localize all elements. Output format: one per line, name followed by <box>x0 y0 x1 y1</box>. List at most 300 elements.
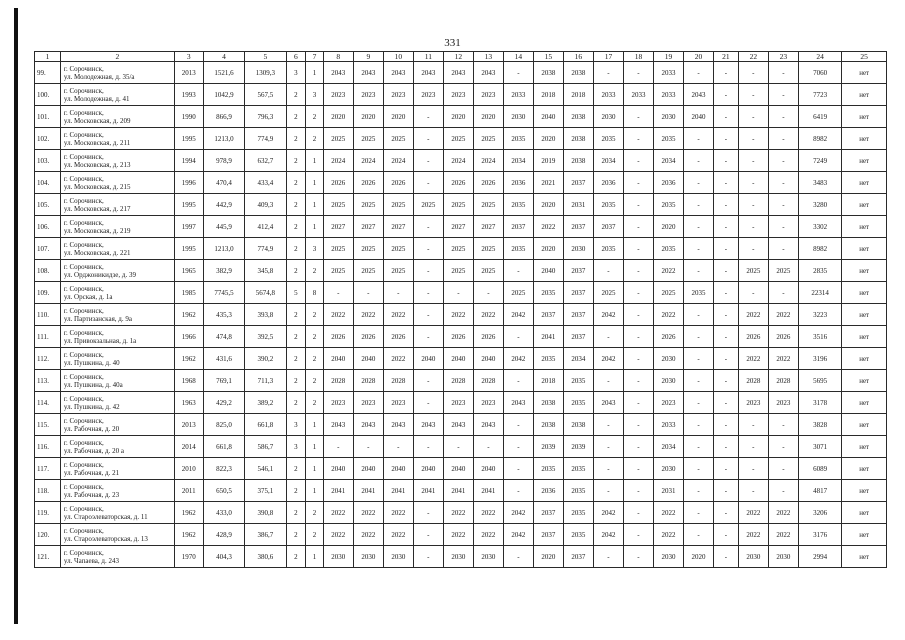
value-cell-col-12: 2025 <box>443 128 473 150</box>
value-cell-col-25: нет <box>842 392 887 414</box>
address-city: г. Сорочинск, <box>63 196 104 205</box>
value-cell-col-8: 2028 <box>323 370 353 392</box>
value-cell-col-4: 470,4 <box>203 172 244 194</box>
address-street: ул. Московская, д. 209 <box>63 116 131 125</box>
row-number: 100. <box>35 84 61 106</box>
value-cell-col-13: 2026 <box>473 326 503 348</box>
value-cell-col-20: - <box>683 150 713 172</box>
value-cell-col-17: - <box>593 436 623 458</box>
value-cell-col-24: 2835 <box>798 260 841 282</box>
value-cell-col-3: 2011 <box>174 480 203 502</box>
address-cell <box>60 172 174 194</box>
value-cell-col-10: 2025 <box>383 128 413 150</box>
table-row <box>35 458 887 480</box>
table-row <box>35 502 887 524</box>
address-city: г. Сорочинск, <box>63 482 104 491</box>
value-cell-col-22: 2025 <box>738 260 768 282</box>
value-cell-col-9: 2041 <box>353 480 383 502</box>
value-cell-col-16: 2037 <box>563 304 593 326</box>
value-cell-col-9: 2020 <box>353 106 383 128</box>
value-cell-col-10: 2027 <box>383 216 413 238</box>
value-cell-col-6: 2 <box>286 348 306 370</box>
value-cell-col-25: нет <box>842 304 887 326</box>
value-cell-col-13: 2040 <box>473 458 503 480</box>
value-cell-col-6: 2 <box>286 370 306 392</box>
column-number-15: 15 <box>533 52 563 62</box>
value-cell-col-15: 2038 <box>533 414 563 436</box>
value-cell-col-19: 2034 <box>653 150 683 172</box>
value-cell-col-19: 2022 <box>653 304 683 326</box>
value-cell-col-3: 1962 <box>174 348 203 370</box>
value-cell-col-19: 2030 <box>653 546 683 568</box>
value-cell-col-21: - <box>714 84 739 106</box>
table-row <box>35 84 887 106</box>
value-cell-col-22: 2030 <box>738 546 768 568</box>
value-cell-col-11: - <box>413 502 443 524</box>
address-street: ул. Рабочная, д. 20 а <box>63 446 124 455</box>
value-cell-col-20: - <box>683 216 713 238</box>
address-cell <box>60 194 174 216</box>
row-number: 116. <box>35 436 61 458</box>
table-row <box>35 480 887 502</box>
value-cell-col-5: 390,8 <box>245 502 286 524</box>
value-cell-col-10: 2023 <box>383 84 413 106</box>
row-number: 105. <box>35 194 61 216</box>
table-row <box>35 304 887 326</box>
value-cell-col-12: 2025 <box>443 260 473 282</box>
value-cell-col-4: 661,8 <box>203 436 244 458</box>
address-city: г. Сорочинск, <box>63 306 104 315</box>
value-cell-col-8: 2043 <box>323 62 353 84</box>
value-cell-col-11: - <box>413 546 443 568</box>
value-cell-col-12: 2020 <box>443 106 473 128</box>
value-cell-col-19: 2030 <box>653 106 683 128</box>
value-cell-col-23: - <box>768 150 798 172</box>
value-cell-col-18: - <box>623 106 653 128</box>
value-cell-col-15: 2020 <box>533 194 563 216</box>
value-cell-col-22: - <box>738 150 768 172</box>
value-cell-col-10: 2022 <box>383 348 413 370</box>
address-street: ул. Московская, д. 211 <box>63 138 131 147</box>
value-cell-col-17: - <box>593 546 623 568</box>
address-street: ул. Московская, д. 215 <box>63 182 131 191</box>
value-cell-col-4: 404,3 <box>203 546 244 568</box>
value-cell-col-5: 5674,8 <box>245 282 286 304</box>
value-cell-col-17: 2042 <box>593 304 623 326</box>
value-cell-col-10: 2020 <box>383 106 413 128</box>
value-cell-col-21: - <box>714 348 739 370</box>
value-cell-col-5: 546,1 <box>245 458 286 480</box>
value-cell-col-13: 2027 <box>473 216 503 238</box>
value-cell-col-16: 2035 <box>563 480 593 502</box>
value-cell-col-11: - <box>413 326 443 348</box>
value-cell-col-22: 2023 <box>738 392 768 414</box>
value-cell-col-13: 2020 <box>473 106 503 128</box>
value-cell-col-10: 2025 <box>383 194 413 216</box>
value-cell-col-25: нет <box>842 524 887 546</box>
value-cell-col-4: 429,2 <box>203 392 244 414</box>
value-cell-col-11: 2040 <box>413 348 443 370</box>
value-cell-col-20: - <box>683 238 713 260</box>
column-number-2: 2 <box>60 52 174 62</box>
value-cell-col-22: 2022 <box>738 348 768 370</box>
value-cell-col-9: 2025 <box>353 194 383 216</box>
value-cell-col-8: 2025 <box>323 128 353 150</box>
value-cell-col-11: - <box>413 172 443 194</box>
value-cell-col-16: 2035 <box>563 370 593 392</box>
value-cell-col-12: 2040 <box>443 348 473 370</box>
value-cell-col-20: - <box>683 194 713 216</box>
value-cell-col-16: 2037 <box>563 260 593 282</box>
value-cell-col-14: - <box>503 546 533 568</box>
value-cell-col-20: - <box>683 62 713 84</box>
value-cell-col-17: - <box>593 414 623 436</box>
value-cell-col-18: - <box>623 502 653 524</box>
value-cell-col-16: 2037 <box>563 282 593 304</box>
table-row <box>35 326 887 348</box>
table-row <box>35 62 887 84</box>
value-cell-col-9: 2030 <box>353 546 383 568</box>
value-cell-col-15: 2037 <box>533 502 563 524</box>
value-cell-col-11: - <box>413 216 443 238</box>
value-cell-col-4: 978,9 <box>203 150 244 172</box>
value-cell-col-12: 2023 <box>443 392 473 414</box>
address-city: г. Сорочинск, <box>63 284 104 293</box>
value-cell-col-25: нет <box>842 436 887 458</box>
value-cell-col-22: - <box>738 436 768 458</box>
value-cell-col-21: - <box>714 502 739 524</box>
value-cell-col-6: 2 <box>286 392 306 414</box>
address-cell <box>60 260 174 282</box>
value-cell-col-8: 2025 <box>323 238 353 260</box>
value-cell-col-3: 1996 <box>174 172 203 194</box>
value-cell-col-23: - <box>768 238 798 260</box>
column-number-10: 10 <box>383 52 413 62</box>
value-cell-col-14: 2042 <box>503 502 533 524</box>
table-row <box>35 414 887 436</box>
value-cell-col-22: 2022 <box>738 304 768 326</box>
value-cell-col-23: 2025 <box>768 260 798 282</box>
value-cell-col-7: 2 <box>306 524 324 546</box>
value-cell-col-7: 8 <box>306 282 324 304</box>
value-cell-col-6: 3 <box>286 62 306 84</box>
value-cell-col-7: 1 <box>306 414 324 436</box>
value-cell-col-25: нет <box>842 216 887 238</box>
value-cell-col-20: - <box>683 458 713 480</box>
address-cell <box>60 370 174 392</box>
address-cell <box>60 524 174 546</box>
value-cell-col-19: 2035 <box>653 128 683 150</box>
value-cell-col-6: 2 <box>286 326 306 348</box>
value-cell-col-25: нет <box>842 282 887 304</box>
value-cell-col-8: 2022 <box>323 502 353 524</box>
value-cell-col-22: - <box>738 216 768 238</box>
value-cell-col-16: 2037 <box>563 326 593 348</box>
value-cell-col-7: 2 <box>306 106 324 128</box>
value-cell-col-10: 2043 <box>383 414 413 436</box>
value-cell-col-25: нет <box>842 62 887 84</box>
value-cell-col-23: - <box>768 282 798 304</box>
value-cell-col-6: 2 <box>286 238 306 260</box>
value-cell-col-23: 2026 <box>768 326 798 348</box>
address-city: г. Сорочинск, <box>63 372 104 381</box>
value-cell-col-15: 2022 <box>533 216 563 238</box>
value-cell-col-6: 2 <box>286 172 306 194</box>
value-cell-col-23: - <box>768 216 798 238</box>
value-cell-col-9: - <box>353 282 383 304</box>
value-cell-col-16: 2031 <box>563 194 593 216</box>
value-cell-col-4: 1521,6 <box>203 62 244 84</box>
value-cell-col-19: 2033 <box>653 84 683 106</box>
value-cell-col-24: 3280 <box>798 194 841 216</box>
value-cell-col-21: - <box>714 436 739 458</box>
address-street: ул. Рабочная, д. 21 <box>63 468 120 477</box>
value-cell-col-24: 2994 <box>798 546 841 568</box>
value-cell-col-5: 389,2 <box>245 392 286 414</box>
value-cell-col-7: 2 <box>306 392 324 414</box>
value-cell-col-9: - <box>353 436 383 458</box>
address-city: г. Сорочинск, <box>63 438 104 447</box>
value-cell-col-21: - <box>714 62 739 84</box>
value-cell-col-5: 390,2 <box>245 348 286 370</box>
value-cell-col-5: 386,7 <box>245 524 286 546</box>
value-cell-col-24: 5695 <box>798 370 841 392</box>
value-cell-col-17: - <box>593 480 623 502</box>
value-cell-col-14: 2043 <box>503 392 533 414</box>
value-cell-col-18: - <box>623 62 653 84</box>
value-cell-col-12: 2025 <box>443 238 473 260</box>
value-cell-col-22: - <box>738 172 768 194</box>
address-street: ул. Пушкина, д. 40а <box>63 380 123 389</box>
value-cell-col-17: 2036 <box>593 172 623 194</box>
value-cell-col-3: 2013 <box>174 62 203 84</box>
table-row <box>35 524 887 546</box>
value-cell-col-21: - <box>714 414 739 436</box>
value-cell-col-23: 2028 <box>768 370 798 392</box>
address-street: ул. Молодежная, д. 35/а <box>63 72 135 81</box>
value-cell-col-18: - <box>623 436 653 458</box>
value-cell-col-14: 2042 <box>503 348 533 370</box>
value-cell-col-11: 2043 <box>413 62 443 84</box>
value-cell-col-12: 2028 <box>443 370 473 392</box>
value-cell-col-6: 2 <box>286 106 306 128</box>
value-cell-col-20: - <box>683 326 713 348</box>
value-cell-col-24: 3302 <box>798 216 841 238</box>
value-cell-col-7: 2 <box>306 326 324 348</box>
value-cell-col-9: 2024 <box>353 150 383 172</box>
value-cell-col-14: 2030 <box>503 106 533 128</box>
value-cell-col-10: 2023 <box>383 392 413 414</box>
value-cell-col-8: 2027 <box>323 216 353 238</box>
column-number-23: 23 <box>768 52 798 62</box>
value-cell-col-25: нет <box>842 326 887 348</box>
row-number: 102. <box>35 128 61 150</box>
value-cell-col-25: нет <box>842 150 887 172</box>
value-cell-col-25: нет <box>842 194 887 216</box>
address-cell <box>60 546 174 568</box>
address-cell <box>60 128 174 150</box>
value-cell-col-17: - <box>593 370 623 392</box>
address-cell <box>60 84 174 106</box>
value-cell-col-14: - <box>503 458 533 480</box>
value-cell-col-17: - <box>593 326 623 348</box>
value-cell-col-21: - <box>714 392 739 414</box>
value-cell-col-24: 7060 <box>798 62 841 84</box>
value-cell-col-12: 2025 <box>443 194 473 216</box>
value-cell-col-24: 3176 <box>798 524 841 546</box>
column-number-8: 8 <box>323 52 353 62</box>
value-cell-col-14: - <box>503 326 533 348</box>
value-cell-col-16: 2018 <box>563 84 593 106</box>
table-row <box>35 260 887 282</box>
value-cell-col-14: 2037 <box>503 216 533 238</box>
value-cell-col-24: 8982 <box>798 238 841 260</box>
value-cell-col-4: 428,9 <box>203 524 244 546</box>
value-cell-col-15: 2038 <box>533 62 563 84</box>
value-cell-col-12: 2023 <box>443 84 473 106</box>
value-cell-col-18: - <box>623 348 653 370</box>
value-cell-col-11: - <box>413 150 443 172</box>
address-cell <box>60 348 174 370</box>
value-cell-col-7: 1 <box>306 436 324 458</box>
value-cell-col-20: 2020 <box>683 546 713 568</box>
value-cell-col-23: 2030 <box>768 546 798 568</box>
value-cell-col-11: - <box>413 106 443 128</box>
value-cell-col-10: 2025 <box>383 260 413 282</box>
value-cell-col-11: - <box>413 238 443 260</box>
value-cell-col-7: 2 <box>306 260 324 282</box>
value-cell-col-18: - <box>623 172 653 194</box>
column-number-17: 17 <box>593 52 623 62</box>
left-binding-bar <box>14 8 18 624</box>
value-cell-col-10: 2043 <box>383 62 413 84</box>
table-row <box>35 172 887 194</box>
value-cell-col-3: 1995 <box>174 238 203 260</box>
value-cell-col-7: 1 <box>306 172 324 194</box>
value-cell-col-22: - <box>738 128 768 150</box>
address-city: г. Сорочинск, <box>63 394 104 403</box>
value-cell-col-20: 2035 <box>683 282 713 304</box>
address-street: ул. Московская, д. 217 <box>63 204 131 213</box>
address-cell <box>60 502 174 524</box>
address-cell <box>60 106 174 128</box>
value-cell-col-21: - <box>714 480 739 502</box>
value-cell-col-3: 1962 <box>174 502 203 524</box>
value-cell-col-18: - <box>623 128 653 150</box>
value-cell-col-8: 2025 <box>323 260 353 282</box>
value-cell-col-9: 2027 <box>353 216 383 238</box>
column-number-22: 22 <box>738 52 768 62</box>
address-city: г. Сорочинск, <box>63 548 104 557</box>
address-city: г. Сорочинск, <box>63 460 104 469</box>
address-cell <box>60 414 174 436</box>
value-cell-col-8: 2026 <box>323 326 353 348</box>
row-number: 110. <box>35 304 61 326</box>
value-cell-col-7: 1 <box>306 480 324 502</box>
value-cell-col-23: 2022 <box>768 348 798 370</box>
value-cell-col-6: 2 <box>286 480 306 502</box>
value-cell-col-12: 2040 <box>443 458 473 480</box>
value-cell-col-17: 2035 <box>593 194 623 216</box>
value-cell-col-13: 2024 <box>473 150 503 172</box>
value-cell-col-21: - <box>714 458 739 480</box>
value-cell-col-10: 2041 <box>383 480 413 502</box>
column-number-16: 16 <box>563 52 593 62</box>
value-cell-col-5: 774,9 <box>245 238 286 260</box>
value-cell-col-3: 1962 <box>174 304 203 326</box>
value-cell-col-10: 2024 <box>383 150 413 172</box>
value-cell-col-9: 2022 <box>353 524 383 546</box>
address-street: ул. Привокзальная, д. 1а <box>63 336 137 345</box>
value-cell-col-16: 2038 <box>563 106 593 128</box>
value-cell-col-24: 3828 <box>798 414 841 436</box>
value-cell-col-22: - <box>738 84 768 106</box>
value-cell-col-20: - <box>683 370 713 392</box>
value-cell-col-12: 2043 <box>443 414 473 436</box>
row-number: 101. <box>35 106 61 128</box>
value-cell-col-4: 650,5 <box>203 480 244 502</box>
value-cell-col-7: 1 <box>306 546 324 568</box>
value-cell-col-24: 3483 <box>798 172 841 194</box>
table-row <box>35 392 887 414</box>
value-cell-col-3: 1990 <box>174 106 203 128</box>
row-number: 119. <box>35 502 61 524</box>
value-cell-col-8: 2030 <box>323 546 353 568</box>
value-cell-col-18: 2033 <box>623 84 653 106</box>
value-cell-col-11: - <box>413 282 443 304</box>
value-cell-col-9: 2028 <box>353 370 383 392</box>
value-cell-col-22: - <box>738 238 768 260</box>
value-cell-col-21: - <box>714 150 739 172</box>
value-cell-col-25: нет <box>842 458 887 480</box>
value-cell-col-10: 2022 <box>383 502 413 524</box>
row-number: 118. <box>35 480 61 502</box>
value-cell-col-8: 2022 <box>323 524 353 546</box>
value-cell-col-17: 2042 <box>593 348 623 370</box>
value-cell-col-23: - <box>768 128 798 150</box>
value-cell-col-6: 2 <box>286 84 306 106</box>
value-cell-col-13: 2022 <box>473 524 503 546</box>
value-cell-col-7: 2 <box>306 502 324 524</box>
value-cell-col-9: 2022 <box>353 502 383 524</box>
value-cell-col-7: 3 <box>306 238 324 260</box>
value-cell-col-15: 2036 <box>533 480 563 502</box>
value-cell-col-11: 2040 <box>413 458 443 480</box>
value-cell-col-5: 412,4 <box>245 216 286 238</box>
value-cell-col-19: 2035 <box>653 238 683 260</box>
value-cell-col-5: 433,4 <box>245 172 286 194</box>
value-cell-col-24: 3516 <box>798 326 841 348</box>
value-cell-col-3: 1970 <box>174 546 203 568</box>
value-cell-col-14: 2042 <box>503 304 533 326</box>
value-cell-col-17: 2030 <box>593 106 623 128</box>
value-cell-col-18: - <box>623 194 653 216</box>
table-row <box>35 194 887 216</box>
value-cell-col-5: 711,3 <box>245 370 286 392</box>
value-cell-col-22: - <box>738 282 768 304</box>
value-cell-col-18: - <box>623 414 653 436</box>
value-cell-col-14: - <box>503 370 533 392</box>
value-cell-col-24: 4817 <box>798 480 841 502</box>
value-cell-col-18: - <box>623 326 653 348</box>
value-cell-col-7: 1 <box>306 216 324 238</box>
value-cell-col-23: 2022 <box>768 502 798 524</box>
value-cell-col-15: 2035 <box>533 458 563 480</box>
value-cell-col-11: 2025 <box>413 194 443 216</box>
value-cell-col-21: - <box>714 260 739 282</box>
value-cell-col-6: 2 <box>286 128 306 150</box>
value-cell-col-7: 2 <box>306 370 324 392</box>
